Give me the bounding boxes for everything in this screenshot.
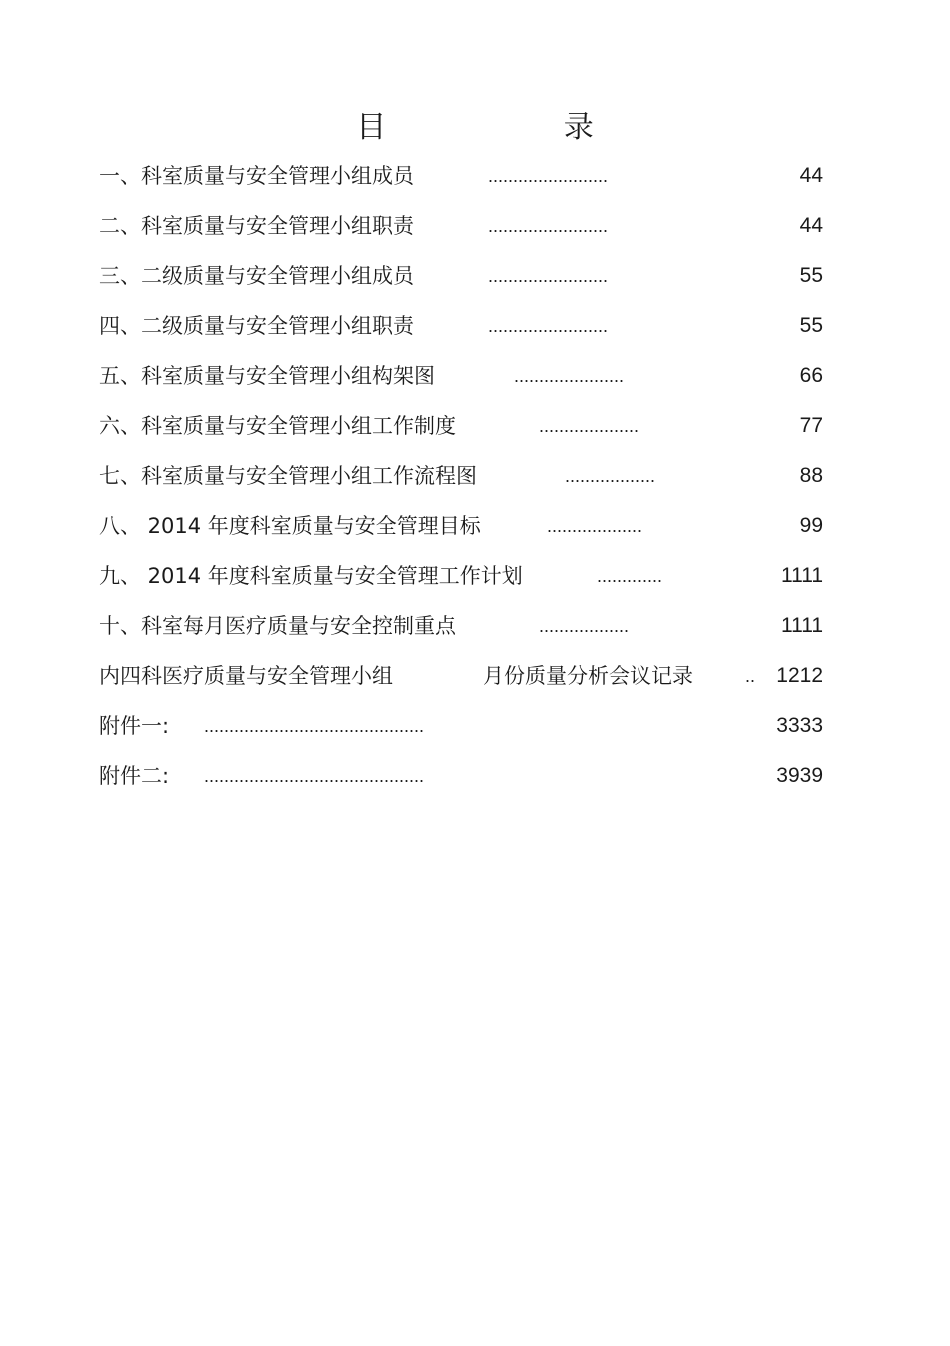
toc-entry-label: 四、二级质量与安全管理小组职责 — [99, 314, 414, 338]
toc-entry-label: 十、科室每月医疗质量与安全控制重点 — [99, 614, 456, 638]
toc-entry[interactable] — [0, 361, 950, 391]
toc-entry[interactable] — [0, 261, 950, 291]
toc-leader-dots: .................. — [539, 616, 630, 636]
toc-entry[interactable] — [0, 611, 950, 641]
toc-entry-label: 六、科室质量与安全管理小组工作制度 — [99, 414, 456, 438]
toc-page-number: 1212 — [776, 664, 823, 687]
toc-entry[interactable] — [0, 761, 950, 791]
toc-entry-label: 三、二级质量与安全管理小组成员 — [99, 264, 414, 288]
toc-leader-dots: .................... — [539, 416, 640, 436]
toc-page-number: 1111 — [780, 614, 823, 637]
toc-entry-label: 附件二: — [99, 764, 170, 788]
toc-page-number: 77 — [799, 414, 823, 437]
toc-leader-dots: ........................ — [488, 166, 609, 186]
toc-entry[interactable] — [0, 661, 950, 691]
toc-entry[interactable] — [0, 161, 950, 191]
toc-page-number: 3939 — [776, 764, 823, 787]
toc-page-number: 44 — [799, 214, 823, 237]
toc-page-number: 99 — [799, 514, 823, 537]
toc-entry[interactable] — [0, 211, 950, 241]
toc-entry-label-secondary: 月份质量分析会议记录 — [483, 664, 693, 688]
toc-page-number: 88 — [799, 464, 823, 487]
toc-leader-dots: ...................... — [514, 366, 625, 386]
toc-page-number: 66 — [799, 364, 823, 387]
toc-entry-label: 八、 2014 年度科室质量与安全管理目标 — [99, 514, 481, 538]
toc-entry[interactable] — [0, 311, 950, 341]
toc-page-number: 55 — [799, 264, 823, 287]
toc-page-number: 3333 — [776, 714, 823, 737]
toc-entry-label: 二、科室质量与安全管理小组职责 — [99, 214, 414, 238]
toc-page-number: 44 — [799, 164, 823, 187]
toc-entry[interactable] — [0, 711, 950, 741]
toc-entry-label: 七、科室质量与安全管理小组工作流程图 — [99, 464, 477, 488]
toc-leader-dots: ........................ — [488, 316, 609, 336]
toc-leader-dots: ............................................ — [204, 716, 425, 736]
toc-page-number: 1111 — [780, 564, 823, 587]
toc-leader-dots: ............. — [597, 566, 663, 586]
toc-leader-dots: .................. — [565, 466, 656, 486]
toc-leader-dots: ................... — [547, 516, 643, 536]
toc-leader-dots: ........................ — [488, 266, 609, 286]
toc-leader-dots: .. — [745, 666, 756, 686]
toc-entry[interactable] — [0, 511, 950, 541]
toc-entry[interactable] — [0, 461, 950, 491]
toc-leader-dots: ........................ — [488, 216, 609, 236]
toc-entry-label: 内四科医疗质量与安全管理小组 — [99, 664, 393, 688]
toc-leader-dots: ............................................ — [204, 766, 425, 786]
toc-entry-label: 九、 2014 年度科室质量与安全管理工作计划 — [99, 564, 523, 588]
toc-entry[interactable] — [0, 561, 950, 591]
toc-title: 目 录 — [356, 110, 678, 145]
toc-entry-label: 附件一: — [99, 714, 170, 738]
toc-page-number: 55 — [799, 314, 823, 337]
toc-entry[interactable] — [0, 411, 950, 441]
toc-entry-label: 一、科室质量与安全管理小组成员 — [99, 164, 414, 188]
toc-entry-label: 五、科室质量与安全管理小组构架图 — [99, 364, 435, 388]
